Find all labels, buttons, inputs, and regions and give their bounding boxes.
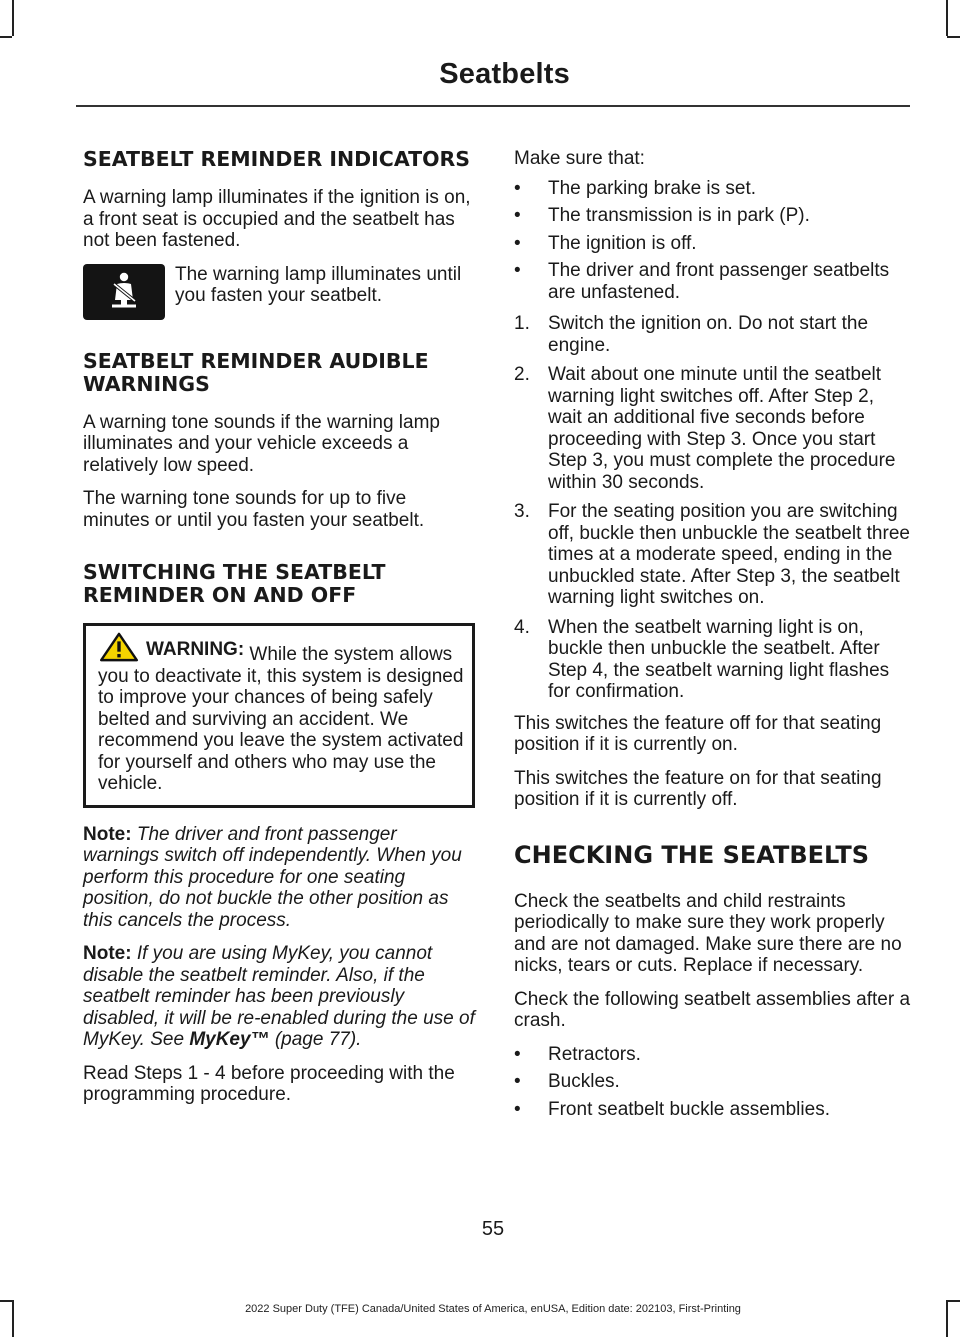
bullet: • — [514, 1098, 521, 1120]
right-column — [514, 148, 912, 1130]
paragraph: Check the seatbelts and child restraints periodically to make sure they work properly and are not damaged. Make sure there are no nicks, tears or cuts. Replace if necessary. — [514, 890, 902, 976]
crop-mark — [946, 0, 948, 36]
note-mykey — [83, 943, 475, 1051]
crop-mark — [0, 1300, 12, 1302]
note-text: If you are using MyKey, you cannot disable the seatbelt reminder. Also, if the seatbelt reminder has been previously disabled, it will be re-enabled during the use of MyKey. See — [83, 943, 475, 1050]
note-label: Note: — [83, 943, 132, 964]
bullet: • — [514, 1043, 521, 1065]
crop-mark — [12, 0, 14, 36]
mykey-reference-link[interactable]: MyKey™ — [189, 1029, 270, 1050]
bullet: • — [514, 177, 521, 199]
warning-head — [98, 630, 244, 660]
section-heading-checking: CHECKING THE SEATBELTS — [514, 840, 870, 869]
assembly-list — [514, 1044, 912, 1121]
note-independent — [83, 824, 475, 932]
list-item: • The driver and front passenger seatbelts are unfastened. — [514, 260, 890, 303]
note-text: The driver and front passenger warnings switch off independently. When you perform this procedure for one seating position, do not buckle the other position as this cancels the process. — [83, 823, 462, 931]
list-item: • Front seatbelt buckle assemblies. — [514, 1098, 830, 1120]
bullet: • — [514, 232, 521, 254]
step-item: 4. When the seatbelt warning light is on, buckle then unbuckle the seatbelt. After Step 4, the seatbelt warning light flashes for confirmation. — [514, 616, 890, 702]
list-item: • Retractors. — [514, 1043, 641, 1065]
warning-text: While the system allows you to deactivate it, this system is designed to improve your chances of being safely belted and surviving an accident. We recommend you leave the system activated for yourself and others who may use the vehicle. — [98, 644, 464, 794]
list-item: • Buckles. — [514, 1071, 620, 1092]
list-item: • The transmission is in park (P). — [514, 205, 810, 226]
paragraph: The warning tone sounds for up to five minutes or until you fasten your seatbelt. — [83, 488, 425, 531]
crop-mark — [947, 36, 960, 38]
note-text: (page 77). — [269, 1029, 362, 1050]
bullet: • — [514, 260, 521, 281]
note-label: Note: — [83, 823, 132, 845]
section-heading-switching: SWITCHING THE SEATBELT REMINDER ON AND OFF — [83, 560, 386, 607]
lamp-description: The warning lamp illuminates until you fasten your seatbelt. — [175, 263, 462, 306]
bullet: • — [514, 1071, 521, 1092]
step-item: 2. Wait about one minute until the seatbelt warning light switches off. After Step 2, wait an additional five seconds before proceeding with Step 3. Once you start Step 3, you must complete the procedure within 30 seconds. — [514, 364, 896, 493]
warning-box — [83, 623, 475, 808]
footer-edition: 2022 Super Duty (TFE) Canada/United States of America, enUSA, Edition date: 202103, First-Printing — [245, 1303, 741, 1315]
seatbelt-warning-icon — [83, 264, 165, 320]
section-heading-reminder-indicators: SEATBELT REMINDER INDICATORS — [83, 147, 471, 171]
bullet: • — [514, 205, 521, 226]
crop-mark — [947, 1300, 960, 1302]
precondition-list — [514, 178, 912, 304]
header-rule — [76, 105, 910, 107]
warning-triangle-icon — [98, 632, 140, 662]
page-title: Seatbelts — [439, 58, 570, 90]
steps-list — [514, 313, 912, 703]
step-item: 3. For the seating position you are switching off, buckle then unbuckle the seatbelt three times at a moderate speed, ending in the unbuckled state. After Step 3, the seatbelt warning light switches on. — [514, 501, 910, 608]
warning-label: WARNING: — [146, 638, 245, 660]
paragraph: Make sure that: — [514, 148, 645, 169]
paragraph: Check the following seatbelt assemblies after a crash. — [514, 988, 911, 1031]
paragraph: This switches the feature on for that seating position if it is currently off. — [514, 767, 882, 810]
section-heading-audible-warnings: SEATBELT REMINDER AUDIBLE WARNINGS — [83, 348, 429, 396]
step-item: 1. Switch the ignition on. Do not start the engine. — [514, 313, 869, 356]
left-column — [83, 148, 475, 1118]
paragraph: A warning lamp illuminates if the ignition is on, a front seat is occupied and the seatbelt has not been fastened. — [83, 187, 471, 251]
lamp-row — [83, 264, 475, 320]
list-item: • The ignition is off. — [514, 232, 697, 254]
list-item: • The parking brake is set. — [514, 177, 757, 199]
paragraph: Read Steps 1 - 4 before proceeding with the programming procedure. — [83, 1062, 455, 1105]
crop-mark — [0, 36, 12, 38]
page-number: 55 — [481, 1218, 505, 1240]
paragraph: A warning tone sounds if the warning lamp illuminates and your vehicle exceeds a relatively low speed. — [83, 411, 440, 476]
paragraph: This switches the feature off for that seating position if it is currently on. — [514, 712, 882, 755]
